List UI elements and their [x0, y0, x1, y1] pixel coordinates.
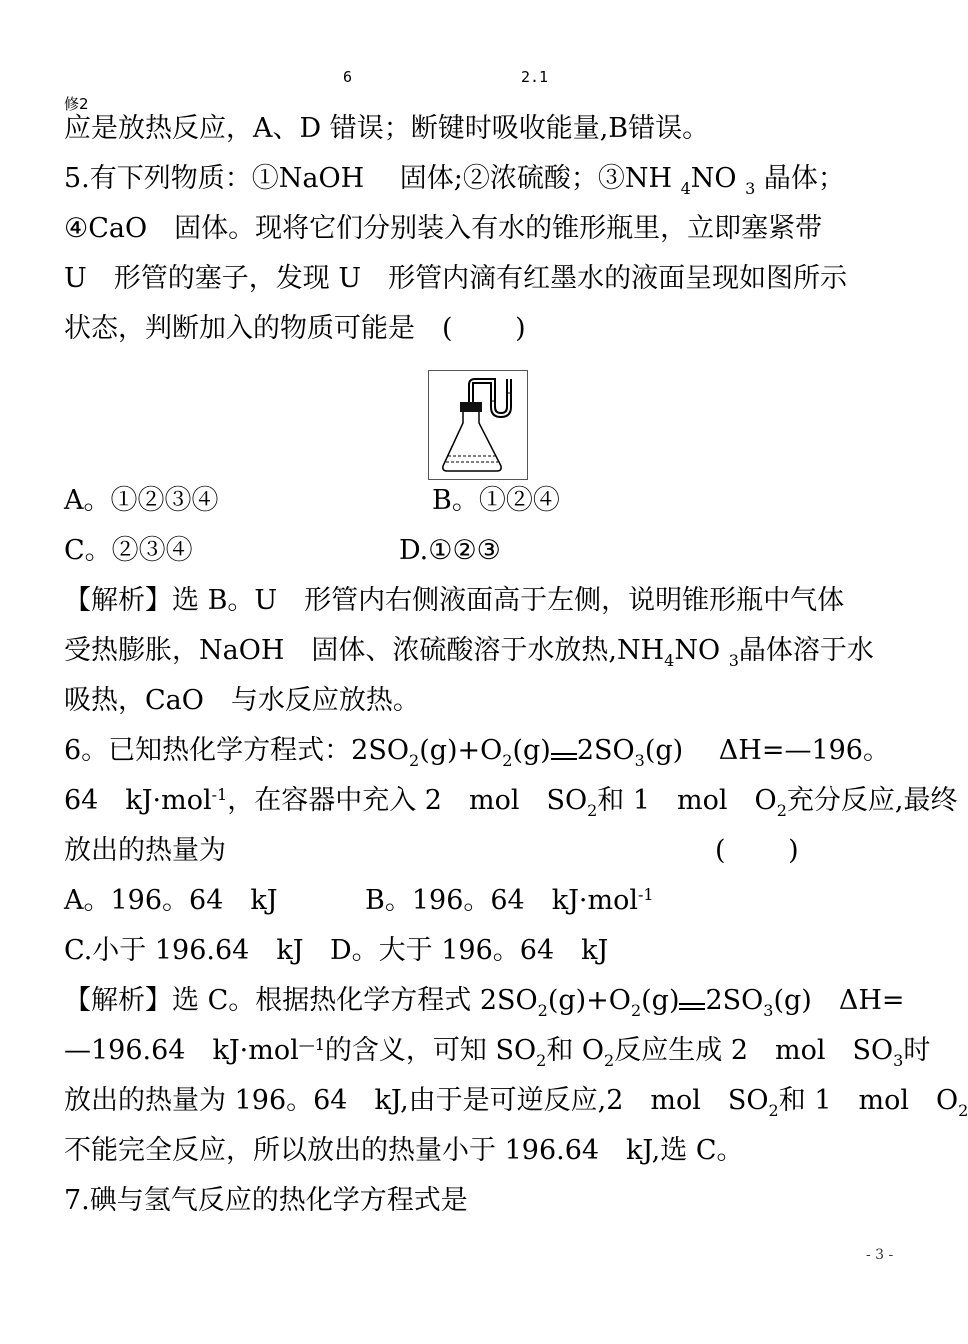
analysis-6-line-4: 不能完全反应，所以放出的热量小于 196.64 kJ,选 C。: [64, 1135, 744, 1166]
question-6-line-2: 64 kJ·mol$^{-1}$，在容器中充入 2 mol $SO_2$和 1 mol $O_2$充分反应,最终: [64, 785, 958, 820]
option-6b: B。196。64 kJ·mol$^{-1}$: [365, 885, 654, 916]
question-5-stem-line-1: 5.有下列物质：①NaOH 固体;②浓硫酸；③NH $_4$NO $_3$ 晶体；: [64, 163, 845, 198]
analysis-5-line-2: 受热膨胀，NaOH 固体、浓硫酸溶于水放热$,NH_4NO$ $_3$晶体溶于水: [64, 635, 874, 670]
question-6-answer-bracket: ( ): [715, 835, 799, 866]
option-6c: C.小于 196.64 kJ: [64, 935, 304, 966]
equilibrium-arrow-icon: [551, 751, 577, 761]
option-5a: A。①②③④: [64, 485, 219, 516]
option-5c: C。②③④: [64, 535, 193, 566]
option-6a: A。196。64 kJ: [64, 885, 278, 916]
question-6-line-1: 6。已知热化学方程式：$2SO_2(g)+O_2(g)$ $2SO_3(g)$ ΔH=—196。: [64, 735, 890, 770]
header-number-2: 2.1: [521, 68, 549, 86]
text-line-1: 应是放热反应，A、D 错误；断键时吸收能量,B错误。: [64, 113, 710, 144]
analysis-6-line-1: 【解析】选 C。根据热化学方程式 $2SO_2(g)+O_2(g)$ $2SO_3(g)$ ΔH=: [64, 985, 905, 1020]
question-5-stem-line-4: 状态，判断加入的物质可能是 ( ): [64, 313, 526, 344]
equilibrium-arrow-icon: [679, 1001, 705, 1011]
header-number-1: 6: [343, 68, 353, 86]
flask-u-tube-icon: [429, 371, 527, 479]
question-6-line-3: 放出的热量为: [64, 835, 226, 866]
page-number: - 3 -: [866, 1247, 894, 1263]
option-5d: D.①②③: [399, 535, 501, 566]
analysis-6-line-3: 放出的热量为 196。64 kJ,由于是可逆反应,2 mol $SO_2$和 1 mol $O_2$: [64, 1085, 968, 1120]
analysis-5-line-1: 【解析】选 B。U 形管内右侧液面高于左侧，说明锥形瓶中气体: [64, 585, 845, 616]
question-5-stem-line-3: U 形管的塞子，发现 U 形管内滴有红墨水的液面呈现如图所示: [64, 263, 848, 294]
option-6d: D。大于 196。64 kJ: [330, 935, 609, 966]
analysis-6-line-2: —196.64 kJ·mol$^{—1}$的含义，可知 $SO_2$和 $O_2$反应生成 2 mol $SO_3$时: [64, 1035, 931, 1070]
option-5b: B。①②④: [432, 485, 560, 516]
header-left-text: 修2: [64, 95, 89, 113]
question-5-stem-line-2: ④CaO 固体。现将它们分别装入有水的锥形瓶里，立即塞紧带: [64, 213, 823, 244]
flask-u-tube-figure: [428, 370, 528, 480]
question-7-line-1: 7.碘与氢气反应的热化学方程式是: [64, 1185, 468, 1216]
analysis-5-line-3: 吸热，CaO 与水反应放热。: [64, 685, 420, 716]
